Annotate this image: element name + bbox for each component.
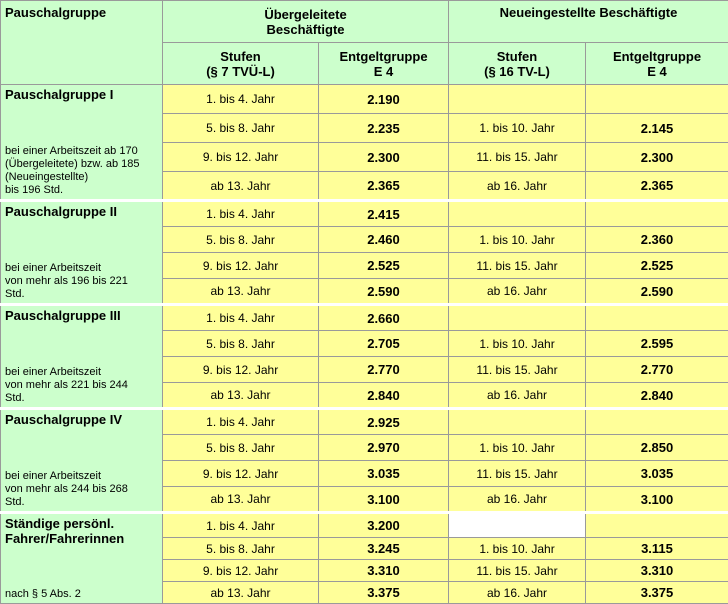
- header-stufen-right: Stufen (§ 16 TV-L): [449, 43, 586, 85]
- cell-entgelt-left: 3.245: [319, 538, 449, 560]
- header-entgelt-right: Entgeltgruppe E 4: [586, 43, 728, 85]
- cell-entgelt-right: 3.035: [586, 461, 728, 487]
- table-row: [1, 85, 728, 114]
- cell-entgelt-right: 3.100: [586, 487, 728, 513]
- group-title: Pauschalgruppe I: [5, 87, 158, 102]
- cell-stufe-left: 9. bis 12. Jahr: [163, 357, 319, 383]
- cell-entgelt-left: 2.525: [319, 253, 449, 279]
- cell-stufe-right: ab 16. Jahr: [449, 383, 586, 409]
- cell-entgelt-left: 2.460: [319, 227, 449, 253]
- cell-stufe-left: 9. bis 12. Jahr: [163, 560, 319, 582]
- cell-stufe-left: 9. bis 12. Jahr: [163, 143, 319, 172]
- table-row: [1, 513, 728, 538]
- group-label: [1, 85, 163, 201]
- header-uebergeleitete: Übergeleitete Beschäftigte: [163, 1, 449, 43]
- cell-entgelt-right: 2.850: [586, 435, 728, 461]
- cell-stufe-left: 5. bis 8. Jahr: [163, 331, 319, 357]
- group-description: bei einer Arbeitszeit ab 170 (Übergeleitete) bzw. ab 185 (Neueingestellte) bis 196 Std.: [5, 145, 140, 197]
- group-label: [1, 201, 163, 305]
- cell-entgelt-left: 2.300: [319, 143, 449, 172]
- cell-stufe-right: 11. bis 15. Jahr: [449, 560, 586, 582]
- group-description: nach § 5 Abs. 2: [5, 588, 81, 601]
- cell-entgelt-right: 2.365: [586, 172, 728, 201]
- cell-stufe-left: 1. bis 4. Jahr: [163, 201, 319, 227]
- group-title: Fahrer/Fahrerinnen: [5, 531, 158, 546]
- group-label: [1, 305, 163, 409]
- cell-stufe-left: ab 13. Jahr: [163, 279, 319, 305]
- cell-stufe-right: 1. bis 10. Jahr: [449, 435, 586, 461]
- cell-stufe-left: ab 13. Jahr: [163, 172, 319, 201]
- cell-entgelt-left: 3.200: [319, 513, 449, 538]
- header-entgelt-left: Entgeltgruppe E 4: [319, 43, 449, 85]
- cell-entgelt-left: 2.925: [319, 409, 449, 435]
- table-row: [1, 305, 728, 331]
- cell-stufe-left: 5. bis 8. Jahr: [163, 435, 319, 461]
- cell-entgelt-left: 3.100: [319, 487, 449, 513]
- cell-entgelt-left: 2.590: [319, 279, 449, 305]
- header-neueingestellte: Neueingestellte Beschäftigte: [449, 1, 728, 43]
- cell-entgelt-left: 2.660: [319, 305, 449, 331]
- cell-entgelt-left: 2.770: [319, 357, 449, 383]
- cell-entgelt-left: 2.235: [319, 114, 449, 143]
- cell-stufe-right: [449, 201, 586, 227]
- cell-entgelt-right: 3.375: [586, 582, 728, 604]
- group-title: Pauschalgruppe II: [5, 204, 158, 219]
- cell-entgelt-right: 2.525: [586, 253, 728, 279]
- cell-stufe-left: 1. bis 4. Jahr: [163, 513, 319, 538]
- cell-entgelt-right: 2.145: [586, 114, 728, 143]
- cell-stufe-right: 1. bis 10. Jahr: [449, 538, 586, 560]
- cell-entgelt-right: 3.310: [586, 560, 728, 582]
- cell-stufe-right: [449, 409, 586, 435]
- cell-entgelt-right: 2.770: [586, 357, 728, 383]
- cell-stufe-right: ab 16. Jahr: [449, 582, 586, 604]
- cell-entgelt-left: 2.365: [319, 172, 449, 201]
- cell-entgelt-left: 3.375: [319, 582, 449, 604]
- cell-stufe-right: ab 16. Jahr: [449, 487, 586, 513]
- cell-stufe-right: 11. bis 15. Jahr: [449, 253, 586, 279]
- cell-entgelt-left: 2.705: [319, 331, 449, 357]
- cell-stufe-left: 9. bis 12. Jahr: [163, 461, 319, 487]
- cell-stufe-left: 5. bis 8. Jahr: [163, 227, 319, 253]
- cell-entgelt-right: [586, 85, 728, 114]
- cell-entgelt-right: 2.840: [586, 383, 728, 409]
- cell-stufe-right: [449, 85, 586, 114]
- group-title: Ständige persönl.: [5, 516, 158, 531]
- cell-entgelt-left: 2.415: [319, 201, 449, 227]
- cell-stufe-left: 1. bis 4. Jahr: [163, 305, 319, 331]
- header-pauschalgruppe: Pauschalgruppe: [1, 1, 163, 85]
- group-label: [1, 409, 163, 513]
- cell-stufe-right: 11. bis 15. Jahr: [449, 143, 586, 172]
- cell-entgelt-right: 2.360: [586, 227, 728, 253]
- cell-stufe-right: [449, 305, 586, 331]
- cell-entgelt-right: 2.590: [586, 279, 728, 305]
- cell-entgelt-left: 2.840: [319, 383, 449, 409]
- cell-entgelt-right: 3.115: [586, 538, 728, 560]
- group-title: Pauschalgruppe III: [5, 308, 158, 323]
- table-row: [1, 201, 728, 227]
- cell-stufe-left: 5. bis 8. Jahr: [163, 114, 319, 143]
- cell-entgelt-left: 3.035: [319, 461, 449, 487]
- cell-entgelt-right: [586, 409, 728, 435]
- group-description: bei einer Arbeitszeit von mehr als 221 bis 244 Std.: [5, 366, 128, 405]
- cell-stufe-left: 1. bis 4. Jahr: [163, 85, 319, 114]
- cell-entgelt-right: [586, 513, 728, 538]
- cell-stufe-right: ab 16. Jahr: [449, 279, 586, 305]
- cell-entgelt-right: 2.300: [586, 143, 728, 172]
- group-label: [1, 513, 163, 604]
- cell-entgelt-left: 2.970: [319, 435, 449, 461]
- group-description: bei einer Arbeitszeit von mehr als 196 bis 221 Std.: [5, 262, 128, 301]
- cell-stufe-right: 1. bis 10. Jahr: [449, 227, 586, 253]
- cell-stufe-right: 11. bis 15. Jahr: [449, 461, 586, 487]
- table-row: [1, 409, 728, 435]
- cell-stufe-left: ab 13. Jahr: [163, 383, 319, 409]
- cell-entgelt-right: 2.595: [586, 331, 728, 357]
- cell-entgelt-right: [586, 201, 728, 227]
- header-stufen-left: Stufen (§ 7 TVÜ-L): [163, 43, 319, 85]
- cell-entgelt-left: 3.310: [319, 560, 449, 582]
- cell-stufe-left: 9. bis 12. Jahr: [163, 253, 319, 279]
- cell-stufe-left: ab 13. Jahr: [163, 487, 319, 513]
- cell-stufe-left: ab 13. Jahr: [163, 582, 319, 604]
- cell-stufe-left: 1. bis 4. Jahr: [163, 409, 319, 435]
- cell-stufe-left: 5. bis 8. Jahr: [163, 538, 319, 560]
- cell-stufe-right: ab 16. Jahr: [449, 172, 586, 201]
- group-title: Pauschalgruppe IV: [5, 412, 158, 427]
- cell-stufe-right: 11. bis 15. Jahr: [449, 357, 586, 383]
- cell-entgelt-right: [586, 305, 728, 331]
- cell-stufe-right: 1. bis 10. Jahr: [449, 114, 586, 143]
- cell-stufe-right: 1. bis 10. Jahr: [449, 331, 586, 357]
- cell-stufe-right: [449, 513, 586, 538]
- cell-entgelt-left: 2.190: [319, 85, 449, 114]
- group-description: bei einer Arbeitszeit von mehr als 244 bis 268 Std.: [5, 470, 128, 509]
